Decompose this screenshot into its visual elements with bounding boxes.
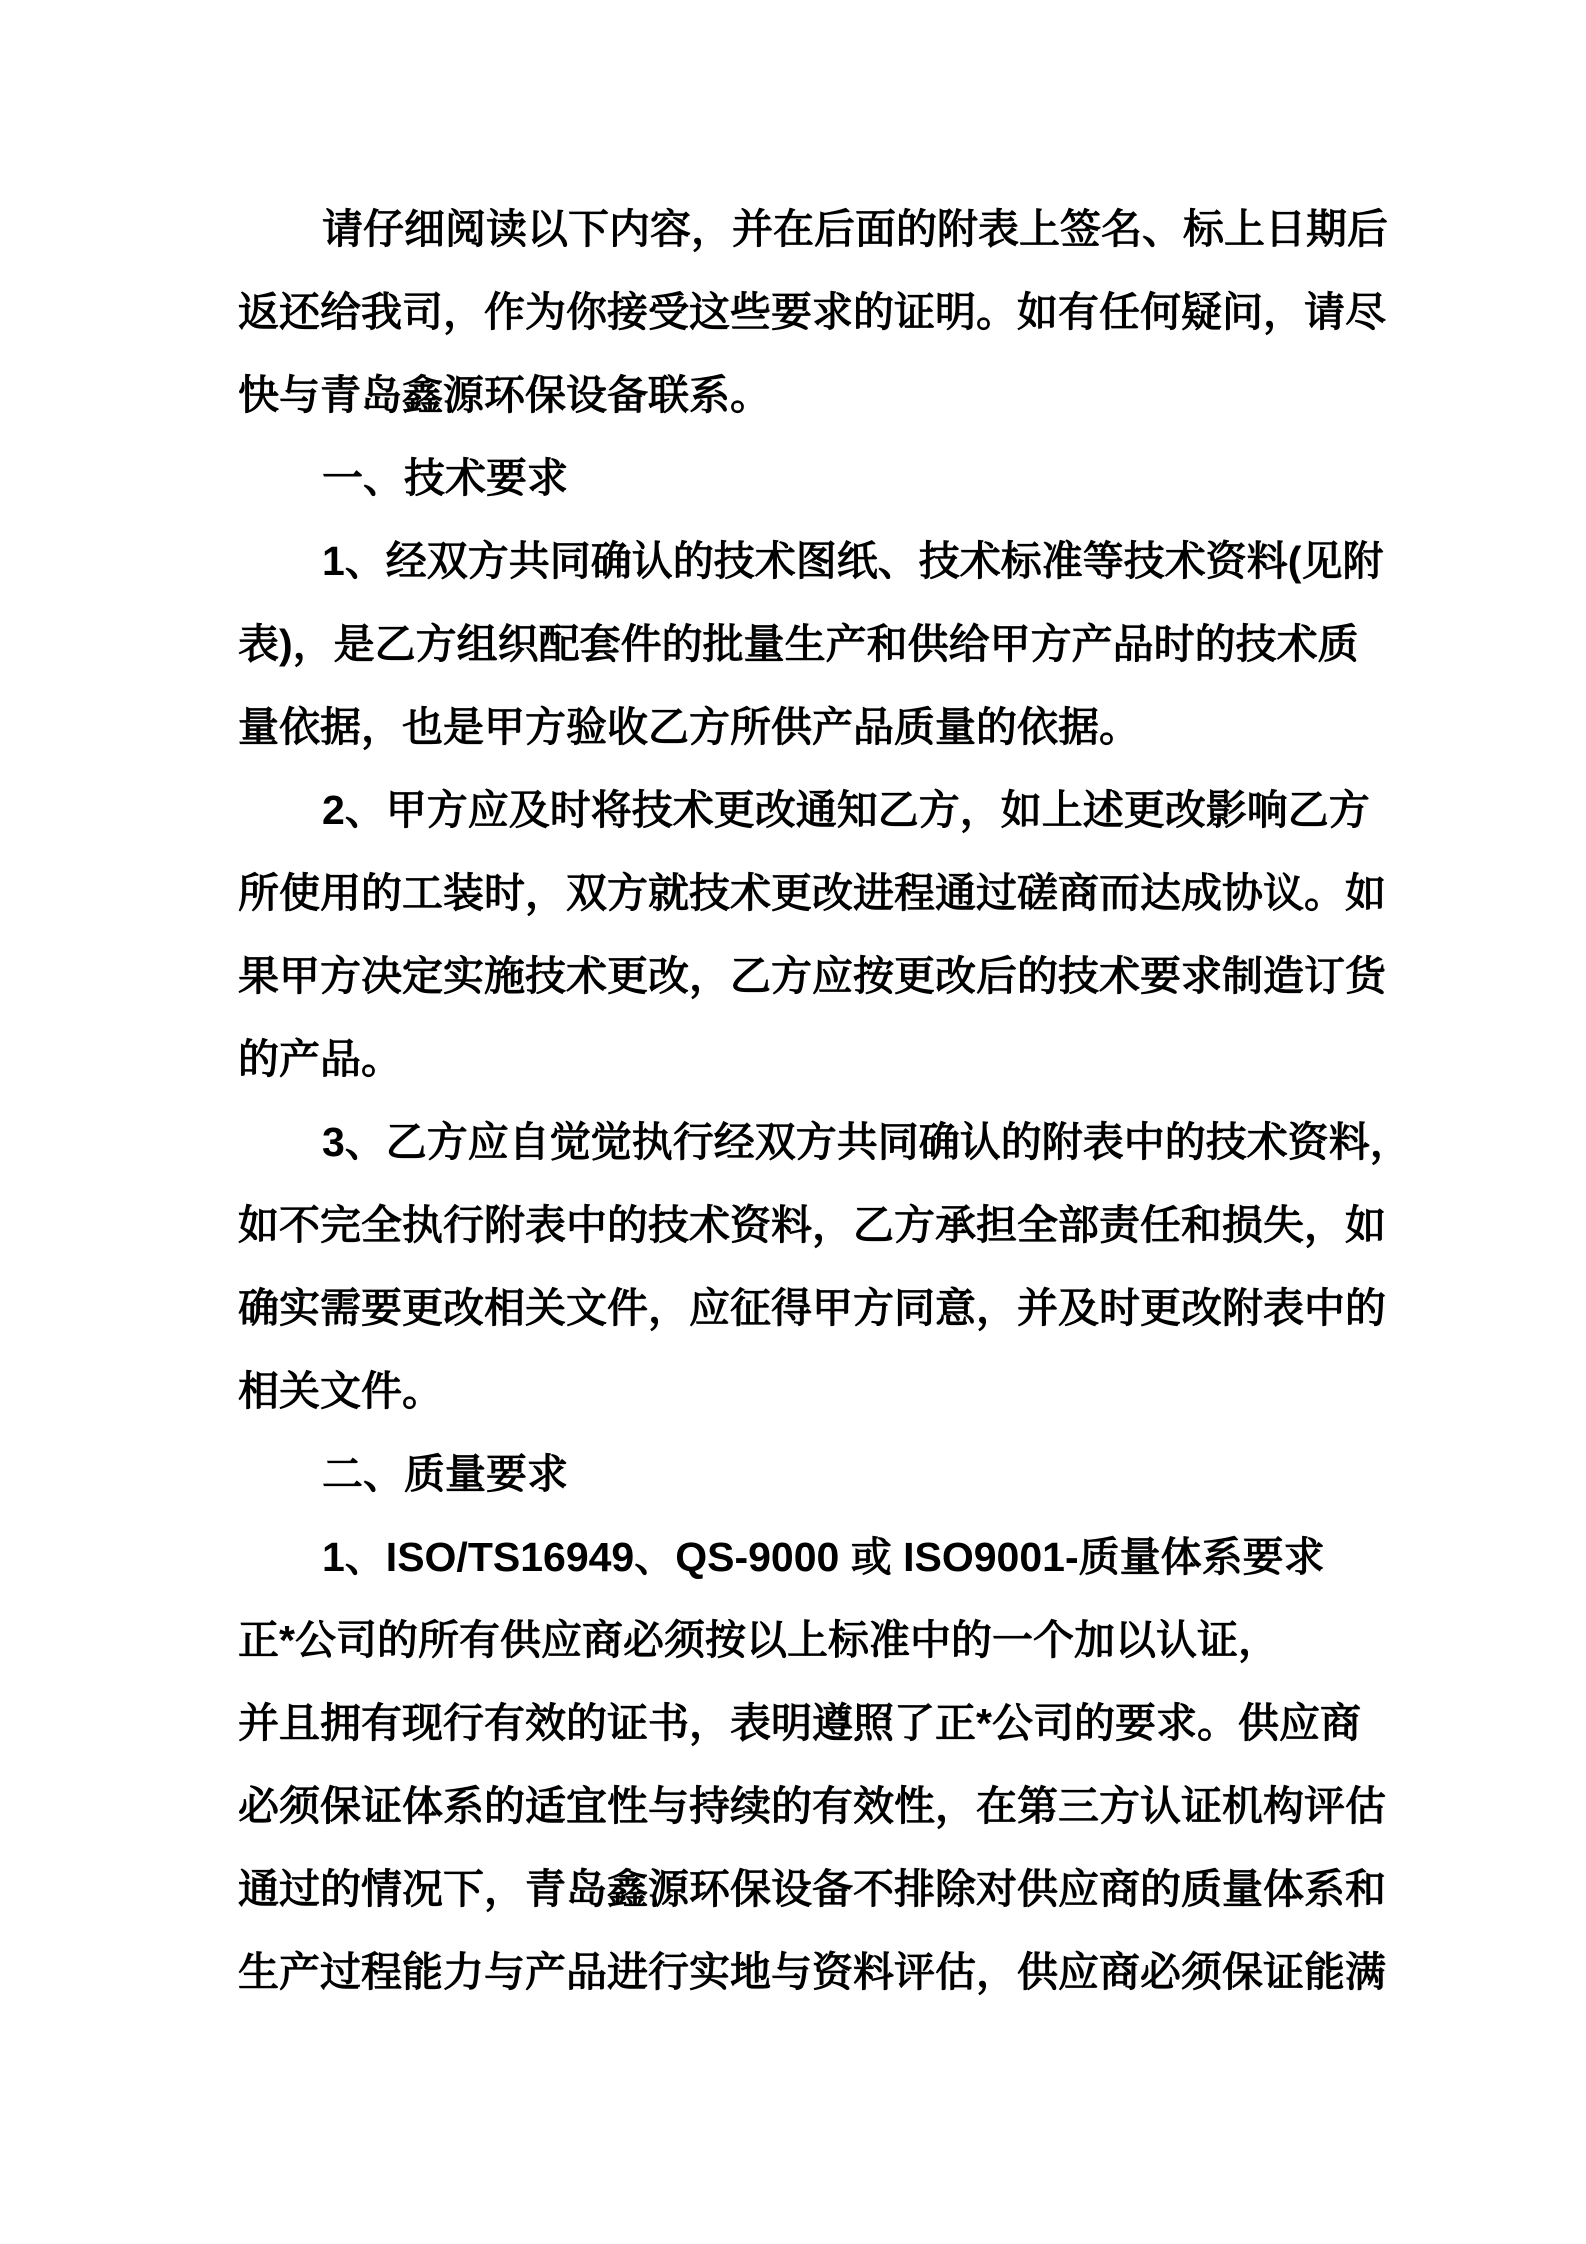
text-line: 表)，是乙方组织配套件的批量生产和供给甲方产品时的技术质 [238, 621, 1359, 667]
text-line: 相关文件。 [238, 1368, 443, 1414]
text-line: 正*公司的所有供应商必须按以上标准中的一个加以认证， [238, 1617, 1279, 1663]
text-line: 通过的情况下，青岛鑫源环保设备不排除对供应商的质量体系和 [238, 1866, 1386, 1912]
text-line: 果甲方决定实施技术更改，乙方应按更改后的技术要求制造订货 [238, 953, 1386, 999]
text-line: 并且拥有现行有效的证书，表明遵照了正*公司的要求。供应商 [238, 1700, 1361, 1746]
document-text-block [238, 188, 1411, 2014]
text-line: 请仔细阅读以下内容，并在后面的附表上签名、标上日期后 [322, 206, 1388, 252]
text-line: 的产品。 [238, 1036, 402, 1082]
text-line: 二、质量要求 [322, 1451, 568, 1497]
text-line: 所使用的工装时，双方就技术更改进程通过磋商而达成协议。如 [238, 870, 1386, 916]
text-line: 2、甲方应及时将技术更改通知乙方，如上述更改影响乙方 [322, 787, 1370, 833]
text-line: 快与青岛鑫源环保设备联系。 [238, 372, 771, 418]
text-line: 3、乙方应自觉觉执行经双方共同确认的附表中的技术资料， [322, 1119, 1411, 1165]
text-line: 确实需要更改相关文件，应征得甲方同意，并及时更改附表中的 [238, 1285, 1386, 1331]
text-line: 1、ISO/TS16949、QS-9000 或 ISO9001-质量体系要求 [322, 1534, 1325, 1580]
text-line: 如不完全执行附表中的技术资料，乙方承担全部责任和损失，如 [238, 1202, 1386, 1248]
text-line: 返还给我司，作为你接受这些要求的证明。如有任何疑问，请尽 [238, 289, 1386, 335]
text-line: 一、技术要求 [322, 455, 568, 501]
text-line: 必须保证体系的适宜性与持续的有效性，在第三方认证机构评估 [238, 1783, 1386, 1829]
text-line: 1、经双方共同确认的技术图纸、技术标准等技术资料(见附 [322, 538, 1384, 584]
text-line: 量依据，也是甲方验收乙方所供产品质量的依据。 [238, 704, 1140, 750]
text-line: 生产过程能力与产品进行实地与资料评估，供应商必须保证能满 [238, 1949, 1386, 1995]
